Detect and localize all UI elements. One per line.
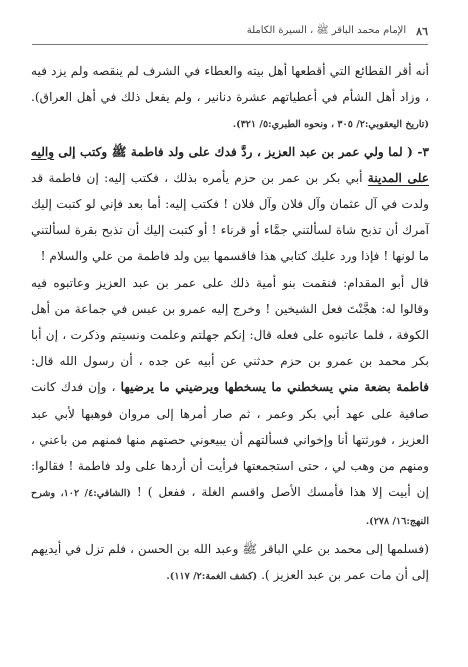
paragraph-1	[31, 58, 429, 139]
page-body	[31, 58, 429, 590]
paragraph-4-text: (فسلمها إلى محمد بن علي الباقر ﷺ وعبد الله بن الحسن ، فلم تزل في أيديهم إلى أن مات عمر بن عبد العزيز ).	[31, 541, 429, 582]
paragraph-3	[31, 270, 429, 536]
paragraph-4-source: (كشف الغمة:٢/ ١١٧).	[166, 570, 258, 582]
paragraph-3-text: قال أبو المقدام: فنقمت بنو أمية ذلك على عمر بن عبد العزيز وعاتبوه فيه وقالوا له: هجَّنْتَ فعل الشيخين ! وخرج إليه عمرو بن عبس في جماعة من أهل الكوفة ، فلما عاتبوه على فعله قال: إنكم جهلتم وعلمت ونسيتم وذكرت ، إن أبا بكر محمد بن عمرو بن حزم حدثني عن أبيه عن جده ، أن رسول الله قال:	[31, 275, 429, 369]
paragraph-2-heading-underlined: واليه على المدينة	[31, 144, 430, 185]
paragraph-2-text: أبي بكر بن عمر بن حزم يأمره بذلك ، فكتب إليه: إن فاطمة قد ولدت في آل عثمان وآل فلان وآل فلان ! فكتب إليه: أما بعد فإني لو كتبت إليك آمرك أن تذبح شاة لسألتني جمَّاء أو قرناء ! أو كتبت إليك أن تذبح بقرة لسألتني ما لونها ! فإذا ورد عليك كتابي هذا فاقسمها بين ولد فاطمة من علي والسلام !	[31, 170, 429, 264]
header-rule	[32, 44, 428, 45]
paragraph-1-text: أنه أقر القطائع التي أقطعها أهل بيته والعطاء في الشرف لم ينقصه ولم يزد فيه ، وزاد أهل الشأم في أعطياتهم عشرة دنانير ، ولم يفعل ذلك في أهل العراق).	[31, 64, 429, 105]
paragraph-3-text-2: ، وإن فدك كانت صافية على عهد أبي بكر وعمر ، ثم صار أمرها إلى مروان فوهبها لأبي عبد العزيز ، فورثتها أنا وإخواني فسألتهم أن يبيعوني حصتهم منها فمنهم من باعني ، ومنهم من وهب لي ، حتى استجمعتها فرأيت أن أردها على ولد فاطمة ! فقالوا: إن أبيت إلا هذا فأمسك الأصل واقسم الغلة ، ففعل ) !	[31, 380, 429, 500]
running-title: الإمام محمد الباقر ﷺ ، السيرة الكاملة	[246, 25, 407, 36]
running-header	[30, 24, 428, 38]
page-number: ٨٦	[416, 24, 428, 38]
paragraph-2	[31, 139, 429, 270]
paragraph-3-source: (الشافي:٤/ ١٠٢، وشرح النهج:١٦/ ٢٧٨).	[31, 488, 429, 528]
paragraph-2-heading: ٣- ( لما ولي عمر بن عبد العزيز ، ردَّ فدك على ولد فاطمة ﷺ وكتب إلى	[58, 144, 429, 159]
paragraph-4	[31, 536, 429, 590]
paragraph-3-quote: فاطمة بضعة مني يسخطني ما يسخطها ويرضيني ما يرضيها	[120, 380, 430, 395]
paragraph-1-source: (تاريخ اليعقوبي:٢/ ٣٠٥ ، ونحوه الطبري:٥/ ٣٢١).	[232, 119, 429, 131]
